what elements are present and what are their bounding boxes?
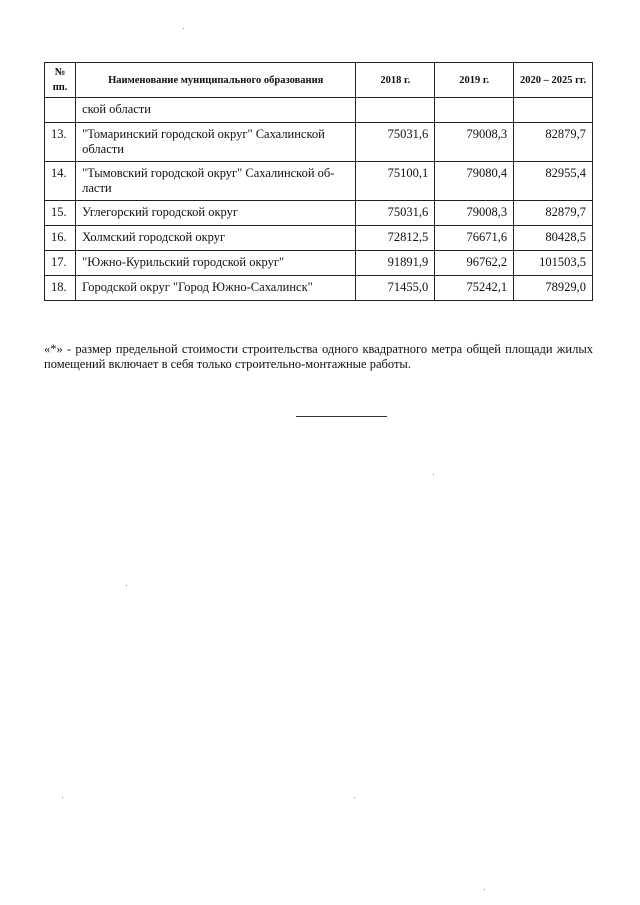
table-row	[45, 226, 593, 251]
table-row	[45, 276, 593, 301]
row-2019: 75242,1	[435, 276, 514, 301]
scan-speck	[354, 797, 355, 798]
scan-speck	[62, 797, 63, 798]
row-name: "Томаринский городской округ" Сахалинской области	[76, 123, 356, 162]
row-name: "Южно-Курильский городской округ"	[76, 251, 356, 276]
row-name: Углегорский городской округ	[76, 201, 356, 226]
scan-speck	[126, 585, 127, 586]
header-name: Наименование муниципального образования	[76, 63, 356, 98]
row-num: 15.	[45, 201, 76, 226]
header-num: № пп.	[45, 63, 76, 98]
scan-speck	[484, 889, 485, 890]
header-2018: 2018 г.	[356, 63, 435, 98]
row-2018: 75031,6	[356, 201, 435, 226]
closing-line	[296, 416, 387, 417]
row-2018: 75031,6	[356, 123, 435, 162]
row-2019: 79080,4	[435, 162, 514, 201]
table-row	[45, 201, 593, 226]
row-num: 17.	[45, 251, 76, 276]
row-2018	[356, 98, 435, 123]
row-2019	[435, 98, 514, 123]
footnote: «*» - размер предельной стоимости строительства одного квадратного метра общей площади жилых помещений включает в себя только строительно-монтажные работы.	[44, 341, 593, 371]
row-2019: 96762,2	[435, 251, 514, 276]
row-2020-2025: 101503,5	[514, 251, 593, 276]
row-2018: 72812,5	[356, 226, 435, 251]
table-row	[45, 98, 593, 123]
row-2018: 71455,0	[356, 276, 435, 301]
row-2018: 91891,9	[356, 251, 435, 276]
row-2020-2025: 80428,5	[514, 226, 593, 251]
row-num: 18.	[45, 276, 76, 301]
table-row	[45, 251, 593, 276]
row-name: ской области	[76, 98, 356, 123]
row-2020-2025: 82879,7	[514, 123, 593, 162]
row-2020-2025: 82955,4	[514, 162, 593, 201]
row-num	[45, 98, 76, 123]
scan-speck	[183, 28, 184, 29]
row-name: Городской округ "Город Южно-Сахалинск"	[76, 276, 356, 301]
row-num: 16.	[45, 226, 76, 251]
row-2019: 79008,3	[435, 123, 514, 162]
row-2020-2025: 78929,0	[514, 276, 593, 301]
row-name: Холмский городской округ	[76, 226, 356, 251]
row-2019: 76671,6	[435, 226, 514, 251]
scan-speck	[433, 474, 434, 475]
cost-table	[44, 62, 593, 301]
table-row	[45, 123, 593, 162]
header-2019: 2019 г.	[435, 63, 514, 98]
table-header-row	[45, 63, 593, 98]
header-2020-2025: 2020 – 2025 гг.	[514, 63, 593, 98]
table-row	[45, 162, 593, 201]
row-name: "Тымовский городской округ" Сахалинской об-ласти	[76, 162, 356, 201]
row-2020-2025: 82879,7	[514, 201, 593, 226]
row-2018: 75100,1	[356, 162, 435, 201]
row-num: 14.	[45, 162, 76, 201]
row-num: 13.	[45, 123, 76, 162]
row-2020-2025	[514, 98, 593, 123]
row-2019: 79008,3	[435, 201, 514, 226]
